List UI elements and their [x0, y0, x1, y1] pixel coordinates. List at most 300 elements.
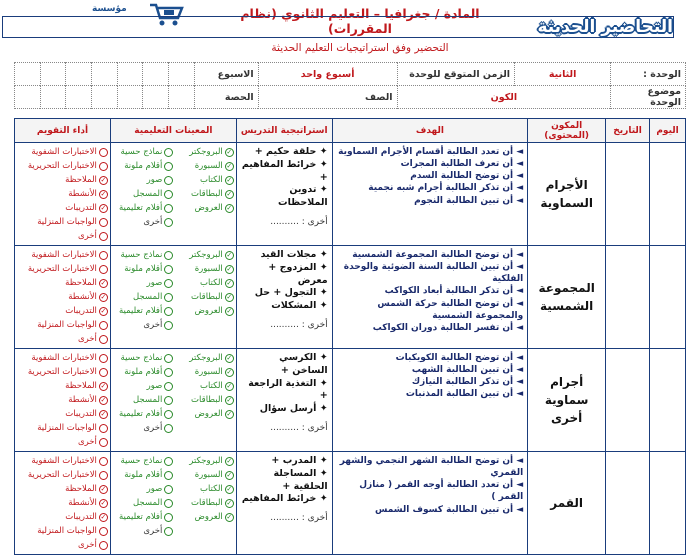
resource-item [113, 304, 173, 318]
resource-item [113, 496, 173, 510]
strategy-other: أخرى : .......... [270, 513, 328, 524]
evaluation-item-text: الأنشطة [68, 395, 97, 405]
resource-item-text: أخرى [143, 526, 163, 536]
header-evaluation: أداء التقويم [15, 119, 111, 143]
empty-circle-icon[interactable] [164, 485, 173, 494]
evaluation-item-text: الاختبارات الشفوية [31, 353, 97, 363]
evaluation-item [17, 290, 108, 304]
evaluation-item-text: التدريبات [65, 512, 97, 522]
evaluation-item [17, 496, 108, 510]
evaluation-item-text: الأنشطة [68, 292, 97, 302]
resource-item-text: الكتاب [199, 175, 223, 185]
resource-item [113, 351, 173, 365]
goal-item: ◄ أن تبين الطالبة السنة الضوئية والوحدة الفلكية [343, 262, 524, 285]
evaluation-item-text: الاختبارات التحريرية [27, 161, 97, 171]
resource-item [113, 290, 173, 304]
resources-cell [110, 349, 236, 452]
evaluation-item [17, 468, 108, 482]
resources-left-col [113, 248, 173, 332]
checked-circle-icon[interactable]: ✓ [100, 279, 107, 287]
empty-circle-icon[interactable] [164, 368, 173, 377]
evaluation-item [17, 187, 108, 201]
strategy-item: ✦ المزدوج + معرض [268, 261, 328, 286]
empty-circle-icon[interactable] [164, 218, 173, 227]
checked-circle-icon[interactable]: ✓ [226, 162, 233, 170]
evaluation-item [17, 379, 108, 393]
checked-circle-icon[interactable]: ✓ [100, 382, 107, 390]
checked-circle-icon[interactable]: ✓ [100, 499, 107, 507]
resource-item-text: نماذج حسية [120, 456, 163, 466]
resource-item-text: أفلام تعليمية [119, 306, 163, 316]
resource-item-text: نماذج حسية [120, 147, 163, 157]
resource-item-text: البطاقات [191, 395, 223, 405]
resource-item [113, 159, 173, 173]
evaluation-item [17, 482, 108, 496]
resources-right-col [173, 248, 233, 332]
empty-circle-icon[interactable] [164, 321, 173, 330]
lesson-plan-table [14, 118, 686, 555]
resources-cell [110, 246, 236, 349]
resource-item [173, 379, 233, 393]
strategy-other: أخرى : .......... [270, 423, 328, 434]
evaluation-cell [15, 452, 111, 555]
evaluation-item-text: أخرى [77, 437, 97, 447]
resource-item [113, 482, 173, 496]
evaluation-item-text: الاختبارات الشفوية [31, 147, 97, 157]
day-cell[interactable] [650, 452, 686, 555]
empty-circle-icon[interactable] [164, 513, 173, 522]
header-resources: المعينات التعليمية [110, 119, 236, 143]
resource-item-text: صور [146, 484, 163, 494]
evaluation-item-text: الواجبات المنزلية [37, 526, 97, 536]
checked-circle-icon[interactable]: ✓ [100, 396, 107, 404]
empty-circle-icon[interactable] [99, 527, 108, 536]
resource-item [173, 159, 233, 173]
strategy-item: ✦ الكرسي الساخن + [279, 352, 328, 376]
goal-item: ◄ أن تبين الطالبة الشهب [411, 365, 524, 376]
resource-item-text: العروض [194, 203, 223, 213]
evaluation-item [17, 407, 108, 421]
resource-item-text: أفلام تعليمية [119, 203, 163, 213]
resource-item [113, 145, 173, 159]
time-label: الزمن المتوقع للوحدة [397, 63, 515, 86]
strategy-item: ✦ حلقة حكيم + [254, 146, 328, 157]
plan-row [15, 143, 686, 246]
empty-circle-icon[interactable] [99, 232, 108, 241]
strategy-item: ✦ خرائط المفاهيم + [241, 158, 328, 183]
resource-item-text: أقلام ملونة [124, 367, 163, 377]
evaluation-item [17, 304, 108, 318]
resource-item [113, 468, 173, 482]
evaluation-item [17, 276, 108, 290]
resource-item [173, 187, 233, 201]
evaluation-item [17, 435, 108, 449]
evaluation-item [17, 393, 108, 407]
resource-item [113, 365, 173, 379]
resource-item [113, 318, 173, 332]
empty-circle-icon[interactable] [99, 265, 108, 274]
day-cell[interactable] [650, 246, 686, 349]
empty-circle-icon[interactable] [164, 424, 173, 433]
goal-item: ◄ أن تذكر الطالبة النيازك [411, 377, 524, 388]
goal-item: ◄ أن تعدد الطالبة أقسام الأجرام السماوية [338, 147, 524, 157]
resource-item [113, 407, 173, 421]
goals-cell [332, 143, 528, 246]
goal-item: ◄ أن تعدد الطالبة أوجه القمر ( منازل القمر ) [359, 480, 524, 503]
empty-circle-icon[interactable] [164, 382, 173, 391]
resource-item [113, 454, 173, 468]
resource-item-text: العروض [194, 512, 223, 522]
header-goal: الهدف [332, 119, 528, 143]
evaluation-item [17, 173, 108, 187]
empty-circle-icon[interactable] [99, 438, 108, 447]
resource-item-text: العروض [194, 409, 223, 419]
checked-circle-icon[interactable]: ✓ [226, 499, 233, 507]
resource-item-text: السبورة [194, 367, 223, 377]
resource-item-text: المسجل [132, 498, 163, 508]
strategy-item: ✦ خرائط المفاهيم [241, 493, 328, 505]
content-cell: القمر [528, 452, 606, 555]
checked-circle-icon[interactable]: ✓ [226, 354, 233, 362]
resources-right-col [173, 145, 233, 229]
evaluation-item-text: الملاحظة [65, 381, 97, 391]
empty-circle-icon[interactable] [164, 279, 173, 288]
evaluation-item-text: التدريبات [65, 409, 97, 419]
empty-circle-icon[interactable] [99, 541, 108, 550]
goal-item: ◄ أن تذكر الطالبة أبعاد الكواكب [384, 286, 524, 297]
resource-item-text: أفلام تعليمية [119, 512, 163, 522]
evaluation-cell [15, 349, 111, 452]
resource-item-text: البروجكتر [189, 147, 223, 157]
date-cell[interactable] [606, 349, 650, 452]
checked-circle-icon[interactable]: ✓ [226, 410, 233, 418]
period-label: الحصة [194, 86, 258, 109]
empty-circle-icon[interactable] [99, 148, 108, 157]
evaluation-item [17, 421, 108, 435]
strategy-cell [236, 143, 332, 246]
resources-columns [113, 351, 234, 435]
evaluation-item [17, 145, 108, 159]
checked-circle-icon[interactable]: ✓ [226, 265, 233, 273]
evaluation-item [17, 454, 108, 468]
content-cell: أجرام سماوية أخرى [528, 349, 606, 452]
resource-item [173, 304, 233, 318]
resource-item-text: البطاقات [191, 292, 223, 302]
resources-cell [110, 452, 236, 555]
checked-circle-icon[interactable]: ✓ [226, 251, 233, 259]
checked-circle-icon[interactable]: ✓ [226, 471, 233, 479]
checked-circle-icon[interactable]: ✓ [226, 368, 233, 376]
checked-circle-icon[interactable]: ✓ [226, 396, 233, 404]
resource-item-text: العروض [194, 306, 223, 316]
date-cell[interactable] [606, 246, 650, 349]
strategy-other: أخرى : .......... [270, 320, 328, 331]
empty-circle-icon[interactable] [164, 457, 173, 466]
resource-item [113, 187, 173, 201]
resource-item [173, 454, 233, 468]
resource-item-text: نماذج حسية [120, 353, 163, 363]
header-row [15, 119, 686, 143]
empty-circle-icon[interactable] [164, 527, 173, 536]
goal-item: ◄ أن تعرف الطالبة المجرات [400, 159, 524, 170]
resource-item-text: الكتاب [199, 484, 223, 494]
empty-circle-icon[interactable] [99, 471, 108, 480]
resource-item [173, 351, 233, 365]
resource-item [173, 248, 233, 262]
logo-sub-text: مؤسسة [92, 4, 127, 14]
empty-circle-icon[interactable] [164, 176, 173, 185]
resource-item-text: نماذج حسية [120, 250, 163, 260]
strategy-cell [236, 452, 332, 555]
resource-item [173, 468, 233, 482]
resource-item-text: صور [146, 175, 163, 185]
empty-circle-icon[interactable] [99, 321, 108, 330]
unit-info-table [14, 62, 686, 109]
goal-item: ◄ أن توضح الطالبة المجموعة الشمسية [352, 250, 524, 260]
checked-circle-icon[interactable]: ✓ [226, 457, 233, 465]
resource-item-text: البروجكتر [189, 456, 223, 466]
checked-circle-icon[interactable]: ✓ [226, 204, 233, 212]
resource-item [173, 290, 233, 304]
resource-item [173, 145, 233, 159]
checked-circle-icon[interactable]: ✓ [226, 293, 233, 301]
resource-item-text: أقلام ملونة [124, 161, 163, 171]
resource-item [173, 262, 233, 276]
evaluation-item-text: التدريبات [65, 306, 97, 316]
evaluation-item [17, 510, 108, 524]
empty-circle-icon[interactable] [164, 410, 173, 419]
resource-item-text: أخرى [143, 217, 163, 227]
checked-circle-icon[interactable]: ✓ [226, 382, 233, 390]
topic-label: موضوع الوحدة [611, 86, 686, 109]
empty-circle-icon[interactable] [164, 190, 173, 199]
goal-item: ◄ أن تبين الطالبة النجوم [414, 195, 524, 206]
goal-item: ◄ أن توضح الطالبة الشهر النجمي والشهر القمري [339, 456, 524, 479]
evaluation-item [17, 159, 108, 173]
evaluation-item-text: الأنشطة [68, 498, 97, 508]
strategy-item: ✦ التغذية الراجعة + [248, 377, 328, 402]
resource-item-text: صور [146, 381, 163, 391]
empty-circle-icon[interactable] [164, 265, 173, 274]
checked-circle-icon[interactable]: ✓ [226, 307, 233, 315]
evaluation-item [17, 229, 108, 243]
resource-item [113, 421, 173, 435]
resource-item [173, 201, 233, 215]
strategy-cell [236, 349, 332, 452]
goal-item: ◄ أن توضح الطالبة السدم [410, 171, 524, 182]
class-label: الصف [258, 86, 397, 109]
checked-circle-icon[interactable]: ✓ [100, 513, 107, 521]
empty-circle-icon[interactable] [99, 354, 108, 363]
resources-right-col [173, 351, 233, 435]
empty-circle-icon[interactable] [99, 251, 108, 260]
evaluation-cell [15, 143, 111, 246]
resource-item [113, 393, 173, 407]
strategy-item: ✦ التجول + حل [254, 287, 328, 299]
empty-circle-icon[interactable] [99, 335, 108, 344]
evaluation-item-text: الواجبات المنزلية [37, 320, 97, 330]
resource-item-text: أفلام تعليمية [119, 409, 163, 419]
goals-cell [332, 349, 528, 452]
checked-circle-icon[interactable]: ✓ [226, 148, 233, 156]
date-cell[interactable] [606, 143, 650, 246]
goal-item: ◄ أن توضح الطالبة الكويكبات [395, 353, 524, 363]
evaluation-item [17, 215, 108, 229]
empty-circle-icon[interactable] [99, 424, 108, 433]
resources-right-col [173, 454, 233, 538]
checked-circle-icon[interactable]: ✓ [100, 190, 107, 198]
empty-circle-icon[interactable] [99, 368, 108, 377]
empty-circle-icon[interactable] [164, 204, 173, 213]
empty-circle-icon[interactable] [164, 307, 173, 316]
resource-item-text: الكتاب [199, 278, 223, 288]
resources-left-col [113, 145, 173, 229]
checked-circle-icon[interactable]: ✓ [100, 176, 107, 184]
empty-circle-icon[interactable] [99, 162, 108, 171]
unit-label: الوحدة : [611, 63, 686, 86]
goals-cell [332, 246, 528, 349]
evaluation-item-text: الاختبارات التحريرية [27, 470, 97, 480]
strategy-item: ✦ مجلات القيد [260, 249, 328, 260]
evaluation-item [17, 318, 108, 332]
checked-circle-icon[interactable]: ✓ [100, 485, 107, 493]
content-cell: الأجرام السماوية [528, 143, 606, 246]
checked-circle-icon[interactable]: ✓ [100, 410, 107, 418]
resource-item [173, 407, 233, 421]
strategy-other: أخرى : .......... [270, 217, 328, 228]
resources-cell [110, 143, 236, 246]
resource-item-text: أخرى [143, 423, 163, 433]
evaluation-item-text: الملاحظة [65, 175, 97, 185]
resource-item-text: السبورة [194, 264, 223, 274]
evaluation-item [17, 538, 108, 552]
resource-item-text: أخرى [143, 320, 163, 330]
checked-circle-icon[interactable]: ✓ [226, 485, 233, 493]
resource-item-text: المسجل [132, 395, 163, 405]
evaluation-item [17, 365, 108, 379]
resource-item [113, 201, 173, 215]
resource-item-text: المسجل [132, 292, 163, 302]
evaluation-item-text: الملاحظة [65, 484, 97, 494]
resources-columns [113, 145, 234, 229]
strategy-item: ✦ أرسل سؤال [259, 403, 328, 415]
week-label: الاسبوع [194, 63, 258, 86]
unit-value: الثانية [515, 63, 611, 86]
empty-circle-icon[interactable] [164, 471, 173, 480]
resource-item [173, 365, 233, 379]
resource-item [113, 173, 173, 187]
resource-item [113, 276, 173, 290]
header-content: المكون (المحتوى) [528, 119, 606, 143]
resource-item [113, 262, 173, 276]
evaluation-item [17, 248, 108, 262]
resources-columns [113, 454, 234, 538]
strategy-item: ✦ المدرب + [271, 455, 328, 466]
resources-left-col [113, 351, 173, 435]
evaluation-item [17, 201, 108, 215]
resource-item-text: البروجكتر [189, 353, 223, 363]
resource-item-text: صور [146, 278, 163, 288]
empty-circle-icon[interactable] [99, 457, 108, 466]
evaluation-item-text: الملاحظة [65, 278, 97, 288]
resource-item-text: أقلام ملونة [124, 470, 163, 480]
plan-row [15, 246, 686, 349]
goal-item: ◄ أن تذكر الطالبة أجرام شبه نجمية [368, 183, 524, 194]
resource-item [113, 510, 173, 524]
topic-value: الكون [397, 86, 611, 109]
resource-item [173, 173, 233, 187]
empty-circle-icon[interactable] [99, 218, 108, 227]
time-value: أسبوع واحد [258, 63, 397, 86]
checked-circle-icon[interactable]: ✓ [226, 513, 233, 521]
resource-item-text: أقلام ملونة [124, 264, 163, 274]
checked-circle-icon[interactable]: ✓ [226, 279, 233, 287]
resource-item [113, 524, 173, 538]
evaluation-item-text: أخرى [77, 540, 97, 550]
resource-item-text: البطاقات [191, 498, 223, 508]
resource-item-text: السبورة [194, 470, 223, 480]
goal-item: ◄ أن توضح الطالبة حركة الشمس والمجموعة الشمسية [377, 298, 524, 321]
empty-circle-icon[interactable] [164, 148, 173, 157]
day-cell[interactable] [650, 349, 686, 452]
empty-circle-icon[interactable] [164, 396, 173, 405]
resource-item [173, 276, 233, 290]
resource-item-text: البروجكتر [189, 250, 223, 260]
header-day: اليوم [650, 119, 686, 143]
checked-circle-icon[interactable]: ✓ [100, 293, 107, 301]
goal-item: ◄ أن تبين الطالبة كسوف الشمس [375, 504, 524, 515]
empty-circle-icon[interactable] [164, 499, 173, 508]
header-strategy: استراتيجية التدريس [236, 119, 332, 143]
date-cell[interactable] [606, 452, 650, 555]
resource-item [173, 482, 233, 496]
empty-circle-icon[interactable] [164, 354, 173, 363]
evaluation-item [17, 351, 108, 365]
empty-circle-icon[interactable] [164, 251, 173, 260]
checked-circle-icon[interactable]: ✓ [226, 176, 233, 184]
goal-item: ◄ أن تبين الطالبة المذنبات [405, 389, 524, 400]
resource-item-text: البطاقات [191, 189, 223, 199]
evaluation-item-text: أخرى [77, 334, 97, 344]
evaluation-item-text: الأنشطة [68, 189, 97, 199]
evaluation-item-text: الواجبات المنزلية [37, 423, 97, 433]
evaluation-item-text: أخرى [77, 231, 97, 241]
resources-left-col [113, 454, 173, 538]
goal-item: ◄ أن تفسر الطالبة دوران الكواكب [372, 322, 524, 333]
evaluation-cell [15, 246, 111, 349]
evaluation-item-text: الاختبارات التحريرية [27, 367, 97, 377]
checked-circle-icon[interactable]: ✓ [100, 204, 107, 212]
strategy-cell [236, 246, 332, 349]
resource-item-text: السبورة [194, 161, 223, 171]
evaluation-item [17, 524, 108, 538]
empty-circle-icon[interactable] [164, 162, 173, 171]
resource-item [173, 496, 233, 510]
strategy-item: ✦ تدوين الملاحظات [278, 184, 328, 209]
resource-item [173, 393, 233, 407]
day-cell[interactable] [650, 143, 686, 246]
checked-circle-icon[interactable]: ✓ [226, 190, 233, 198]
evaluation-item [17, 262, 108, 276]
strategy-item: ✦ المساجلة الحلقية + [273, 467, 328, 492]
evaluation-item-text: الاختبارات التحريرية [27, 264, 97, 274]
evaluation-item [17, 332, 108, 346]
resource-item [113, 379, 173, 393]
checked-circle-icon[interactable]: ✓ [100, 307, 107, 315]
empty-circle-icon[interactable] [164, 293, 173, 302]
subtitle: التحضير وفق استراتيجيات التعليم الحديثة [271, 42, 449, 54]
plan-row [15, 452, 686, 555]
